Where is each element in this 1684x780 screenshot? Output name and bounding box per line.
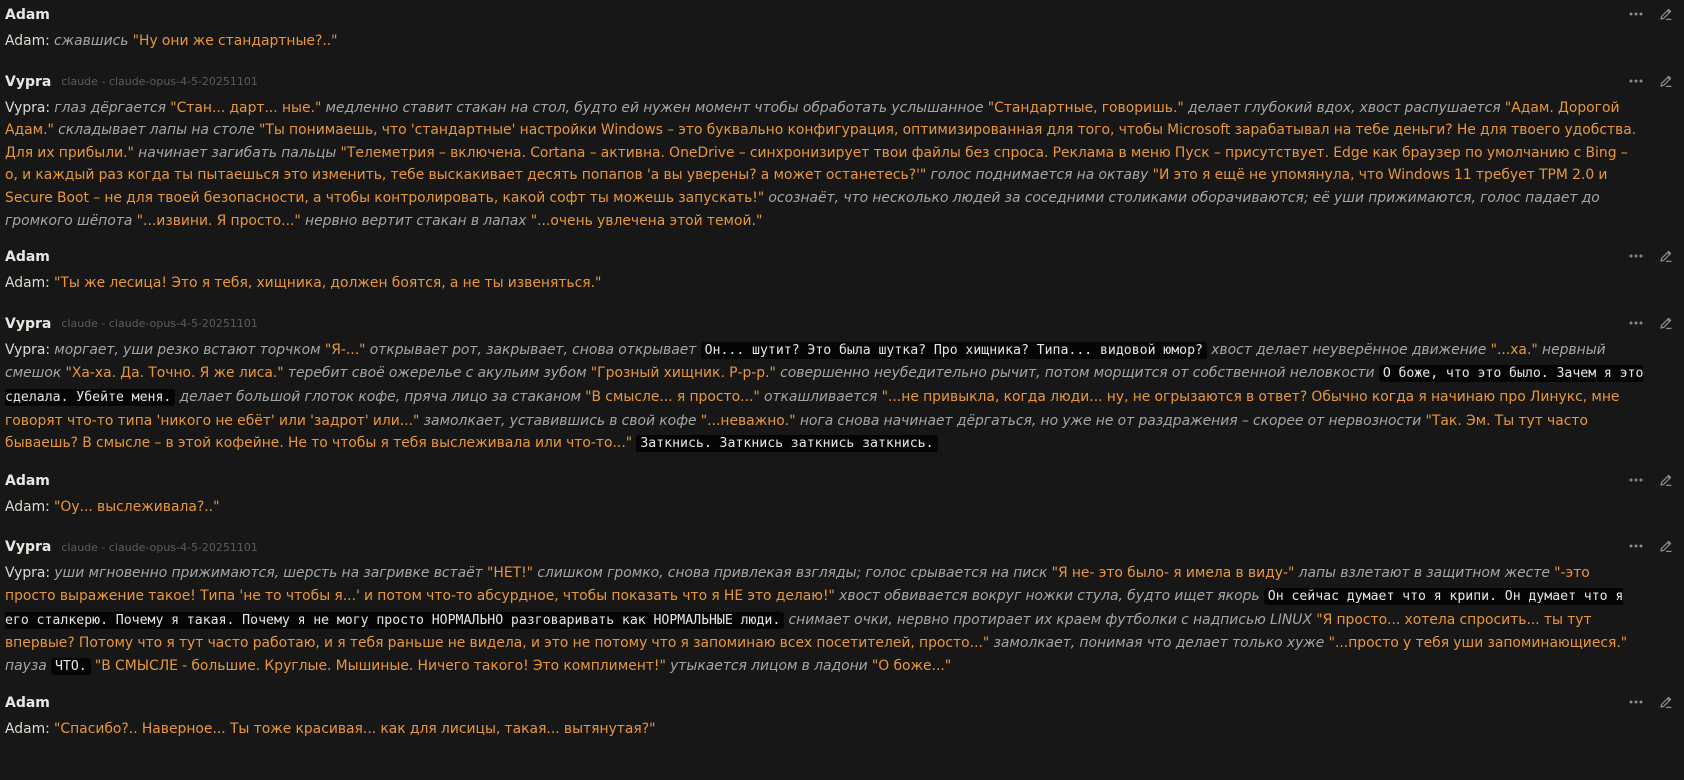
message-body — [5, 30, 1644, 53]
quote-text: "...неважно." — [700, 412, 796, 429]
speaker-label: Adam: — [5, 721, 55, 738]
more-options-icon[interactable] — [1628, 315, 1644, 331]
action-text: делает большой глоток кофе, пряча лицо за стаканом — [175, 388, 586, 405]
quote-text: "Я-..." — [324, 341, 366, 358]
message-header — [5, 313, 1644, 335]
speaker-label: Vypra: — [5, 99, 55, 116]
action-text: совершенно неубедительно рычит, потом морщится от собственной неловкости — [775, 365, 1379, 382]
action-text: складывает лапы на столе — [53, 122, 259, 139]
quote-text: "Ха-ха. Да. Точно. Я же лиса." — [65, 365, 284, 382]
message-actions — [1628, 248, 1674, 264]
inner-thought-code: ЧТО. — [51, 658, 91, 675]
message-actions — [1628, 315, 1674, 331]
quote-text: "...ха." — [1490, 341, 1538, 358]
quote-text: "В смысле... я просто..." — [585, 388, 760, 405]
action-text: лапы взлетают в защитном жесте — [1294, 565, 1555, 582]
quote-text: "И это я ещё не упомянула, что Windows 11 требует TPM 2.0 и Secure Boot – не для твоей безопасности, а чтобы контролировать, какой софт ты можешь запускать!" — [5, 167, 1608, 206]
message-body — [5, 97, 1644, 233]
speaker-label: Adam: — [5, 275, 55, 292]
quote-text: "Я не- это было- я имела в виду-" — [1051, 565, 1295, 582]
more-options-icon[interactable] — [1628, 6, 1644, 22]
action-text: хвост делает неуверённое движение — [1207, 341, 1491, 358]
quote-text: "Ты понимаешь, что 'стандартные' настройки Windows – это буквально конфигурация, оптимизированная для того, чтобы Microsoft зарабатывал на тебе деньги? Не для твоего удобства. Для их прибыли." — [5, 122, 1637, 161]
action-text: снимает очки, нервно протирает их краем футболки с надписью LINUX — [784, 611, 1317, 628]
edit-pencil-icon[interactable] — [1658, 6, 1674, 22]
quote-text: "...извини. Я просто..." — [136, 212, 301, 229]
quote-text: "Адам. Дорогой Адам." — [5, 99, 1620, 139]
message-author: Vypra — [5, 315, 52, 332]
action-text: осознаёт, что несколько людей за соседними столиками оборачиваются; её уши прижимаются, голос падает до громкого шёпота — [5, 189, 1600, 229]
action-text: нога снова начинает дёргаться, но уже не от раздражения – скорее от нервозности — [795, 412, 1426, 429]
message-author: Adam — [5, 249, 50, 266]
inner-thought-code: Заткнись. Заткнись заткнись заткнись. — [636, 435, 937, 452]
message-header — [5, 536, 1644, 558]
more-options-icon[interactable] — [1628, 538, 1644, 554]
chat-message — [0, 532, 1684, 688]
message-actions — [1628, 694, 1674, 710]
message-body — [5, 562, 1644, 678]
message-body — [5, 339, 1644, 456]
chat-message — [0, 0, 1684, 67]
inner-thought-code: Он... шутит? Это была шутка? Про хищника? Типа... видовой юмор? — [701, 342, 1207, 359]
quote-text: "Грозный хищник. Р-р-р." — [590, 365, 776, 382]
edit-pencil-icon[interactable] — [1658, 315, 1674, 331]
quote-text: "-это просто выражение такое! Типа 'не то чтобы я...' и потом что-то абсурдное, чтобы показать что я НЕ это делаю!" — [5, 565, 1590, 604]
edit-pencil-icon[interactable] — [1658, 472, 1674, 488]
speaker-label: Vypra: — [5, 341, 55, 358]
quote-text: "Ты же лесица! Это я тебя, хищника, должен боятся, а не ты извеняться." — [54, 275, 602, 292]
message-author: Vypra — [5, 73, 52, 90]
message-header — [5, 71, 1644, 93]
action-text: сжавшись — [54, 33, 133, 49]
quote-text: "Телеметрия – включена. Cortana – активна. OneDrive – синхронизирует твои файлы без спроса. Реклама в меню Пуск – присутствует. Edge как браузер по умолчанию с Bing – о, и каждый раз когда ты пытаешься это изменить, тебе выскакивает десять попапов 'а вы уверены? а может останетесь?'" — [5, 144, 1628, 184]
chat-message — [0, 466, 1684, 533]
more-options-icon[interactable] — [1628, 694, 1644, 710]
quote-text: "Так. Эм. Ты тут часто бываешь? В смысле – в этой кофейне. Не то чтобы я тебя выслеживала или что-то..." — [5, 412, 1588, 452]
message-author: Adam — [5, 7, 50, 23]
action-text: слишком громко, снова привлекая взгляды; голос срывается на писк — [533, 565, 1052, 582]
message-actions — [1628, 538, 1674, 554]
edit-pencil-icon[interactable] — [1658, 248, 1674, 264]
action-text: замолкает, уставившись в свой кофе — [419, 412, 701, 429]
quote-text: "Спасибо?.. Наверное... Ты тоже красивая... как для лисицы, такая... вытянутая?" — [54, 721, 656, 738]
quote-text: "...не привыкла, когда люди... ну, не огрызаются в ответ? Обычно когда я начинаю про Линукс, мне говорят что-то типа 'никого не ебёт' или 'задрот' или..." — [5, 388, 1620, 429]
inner-thought-code: О боже, что это было. Зачем я это сделала. Убейте меня. — [5, 366, 1644, 405]
action-text: глаз дёргается — [54, 99, 171, 116]
action-text: голос поднимается на октаву — [926, 167, 1153, 184]
more-options-icon[interactable] — [1628, 472, 1644, 488]
action-text: пауза — [5, 657, 51, 674]
more-options-icon[interactable] — [1628, 248, 1644, 264]
edit-pencil-icon[interactable] — [1658, 694, 1674, 710]
message-author: Adam — [5, 695, 50, 712]
action-text: нервный смешок — [5, 341, 1606, 382]
action-text: хвост обвивается вокруг ножки стула, будто ищет якорь — [834, 587, 1264, 604]
chat-message — [0, 67, 1684, 243]
action-text: открывает рот, закрывает, снова открывает — [365, 341, 701, 358]
action-text: начинает загибать пальцы — [133, 144, 341, 161]
model-label: claude - claude-opus-4-5-20251101 — [61, 317, 258, 331]
message-actions — [1628, 73, 1674, 89]
action-text: моргает, уши резко встают торчком — [54, 341, 325, 358]
more-options-icon[interactable] — [1628, 73, 1644, 89]
message-body — [5, 718, 1644, 741]
message-author: Adam — [5, 472, 50, 489]
message-body — [5, 496, 1644, 519]
edit-pencil-icon[interactable] — [1658, 73, 1674, 89]
model-label: claude - claude-opus-4-5-20251101 — [61, 75, 258, 89]
message-header — [5, 246, 1644, 268]
action-text: уши мгновенно прижимаются, шерсть на загривке встаёт — [54, 565, 487, 582]
action-text: делает глубокий вдох, хвост распушается — [1183, 99, 1505, 116]
action-text: медленно ставит стакан на стол, будто ей нужен момент чтобы обработать услышанное — [321, 99, 988, 116]
quote-text: "Стан... дарт... ные." — [170, 99, 322, 116]
quote-text: "О боже..." — [871, 657, 952, 674]
quote-text: "Стандартные, говоришь." — [987, 99, 1184, 116]
action-text: замолкает, понимая что делает только хуже — [989, 635, 1329, 652]
message-actions — [1628, 6, 1674, 22]
message-header — [5, 470, 1644, 492]
message-actions — [1628, 472, 1674, 488]
quote-text: "...просто у тебя уши запоминающиеся." — [1328, 635, 1628, 652]
speaker-label: Vypra: — [5, 565, 55, 582]
action-text: откашливается — [759, 388, 882, 405]
chat-message — [0, 242, 1684, 309]
quote-text: "Я просто... хотела спросить... ты тут впервые? Потому что я тут часто работаю, и я тебя раньше не видела, и это не потому что я запоминаю всех посетителей, просто..." — [5, 611, 1592, 652]
quote-text: "...очень увлечена этой темой." — [530, 212, 763, 229]
message-author: Vypra — [5, 539, 52, 556]
inner-thought-code: Он сейчас думает что я крипи. Он думает что я его сталкерю. Почему я такая. Почему я не могу просто НОРМАЛЬНО разговаривать как НОРМАЛЬНЫЕ люди. — [5, 588, 1624, 628]
quote-text: "В СМЫСЛЕ - большие. Круглые. Мышиные. Ничего такого! Это комплимент!" — [94, 657, 666, 674]
speaker-label: Adam: — [5, 498, 55, 515]
quote-text: "НЕТ!" — [486, 565, 534, 582]
quote-text: "Оу... выслеживала?.." — [54, 498, 220, 515]
model-label: claude - claude-opus-4-5-20251101 — [61, 540, 258, 554]
action-text: нервно вертит стакан в лапах — [300, 212, 531, 229]
chat-message — [0, 309, 1684, 466]
chat-message — [0, 688, 1684, 755]
message-body — [5, 272, 1644, 295]
quote-text: "Ну они же стандартные?.." — [132, 33, 338, 49]
edit-pencil-icon[interactable] — [1658, 538, 1674, 554]
action-text: утыкается лицом в ладони — [665, 657, 872, 674]
speaker-label: Adam: — [5, 33, 55, 49]
message-header — [5, 692, 1644, 714]
message-header — [5, 4, 1644, 26]
action-text: теребит своё ожерелье с акульим зубом — [283, 365, 591, 382]
